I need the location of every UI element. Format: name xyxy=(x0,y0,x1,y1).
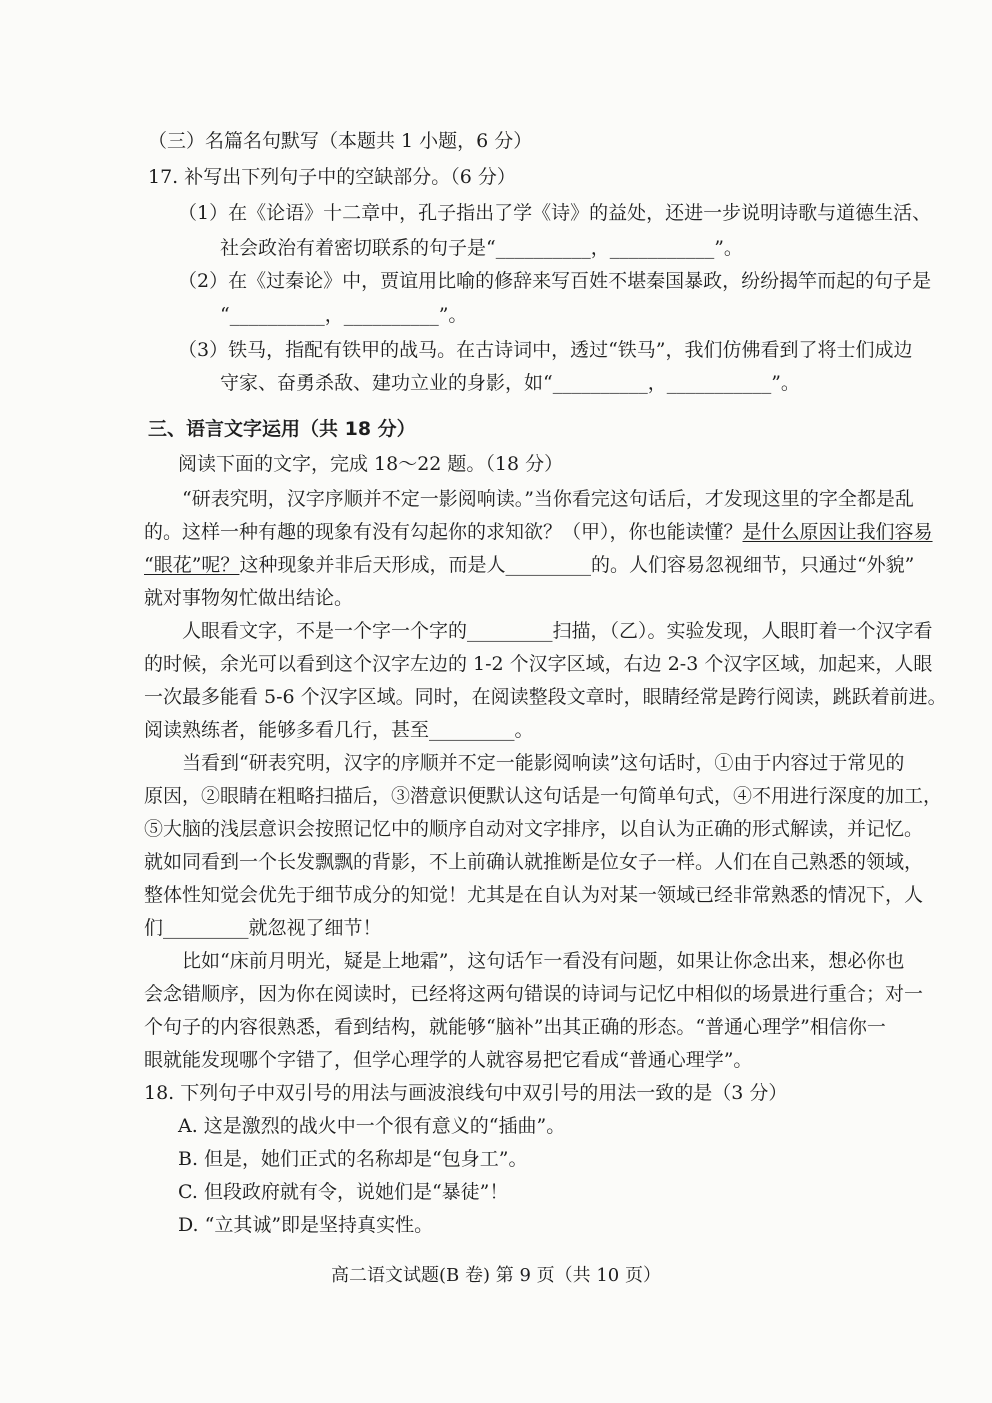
passage-p1-line3 xyxy=(144,552,914,578)
passage-p1-line2 xyxy=(144,519,933,545)
passage-p3-line5: 整体性知觉会优先于细节成分的知觉！尤其是在自认为对某一领域已经非常熟悉的情况下，人 xyxy=(144,884,924,906)
q17-item1-line2: 社会政治有着密切联系的句子是“__________，___________”。 xyxy=(220,237,743,259)
part3-heading: 三、语言文字运用（共 18 分） xyxy=(148,418,416,440)
passage-p1-line1: “研表究明，汉字序顺并不定一影阅响读。”当你看完这句话后，才发现这里的字全都是乱 xyxy=(182,488,914,510)
wavy-underlined-sentence-part2: “眼花”呢？ xyxy=(144,554,240,576)
q18-option-c: C. 但段政府就有令，说她们是“暴徒”！ xyxy=(178,1181,509,1203)
q17-stem: 17. 补写出下列句子中的空缺部分。（6 分） xyxy=(148,166,516,188)
passage-p3-line2: 原因，②眼睛在粗略扫描后，③潜意识便默认这句话是一句简单句式，④不用进行深度的加工， xyxy=(144,785,943,807)
passage-p1-line2-text: 的。这样一种有趣的现象有没有勾起你的求知欲？（甲），你也能读懂？ xyxy=(144,521,743,543)
q18-stem: 18. 下列句子中双引号的用法与画波浪线句中双引号的用法一致的是（3 分） xyxy=(144,1082,788,1104)
passage-p4-line1: 比如“床前月明光，疑是上地霜”，这句话乍一看没有问题，如果让你念出来，想必你也 xyxy=(182,950,905,972)
passage-p4-line4: 眼就能发现哪个字错了，但学心理学的人就容易把它看成“普通心理学”。 xyxy=(144,1049,753,1071)
passage-p3-line6: 们_________就忽视了细节！ xyxy=(144,917,382,939)
q17-item2-line2: “__________，__________”。 xyxy=(220,304,468,326)
passage-p3-line1: 当看到“研表究明，汉字的序顺并不定一能影阅响读”这句话时，①由于内容过于常见的 xyxy=(182,752,905,774)
q17-item2-line1: （2）在《过秦论》中，贾谊用比喻的修辞来写百姓不堪秦国暴政，纷纷揭竿而起的句子是 xyxy=(178,270,932,292)
passage-p1-line4: 就对事物匆忙做出结论。 xyxy=(144,587,354,609)
passage-p2-line4: 阅读熟练者，能够多看几行，甚至_________。 xyxy=(144,719,534,741)
q17-item1-line1: （1）在《论语》十二章中，孔子指出了学《诗》的益处，还进一步说明诗歌与道德生活、 xyxy=(178,202,932,224)
passage-p3-line3: ⑤大脑的浅层意识会按照记忆中的顺序自动对文字排序，以自认为正确的形式解读，并记忆。 xyxy=(144,818,924,840)
q18-option-a: A. 这是激烈的战火中一个很有意义的“插曲”。 xyxy=(178,1115,566,1137)
q17-item3-line1: （3）铁马，指配有铁甲的战马。在古诗词中，透过“铁马”，我们仿佛看到了将士们成边 xyxy=(178,339,913,361)
q18-option-b: B. 但是，她们正式的名称却是“包身工”。 xyxy=(178,1148,528,1170)
q18-option-d: D. “立其诚”即是坚持真实性。 xyxy=(178,1214,434,1236)
section3-heading: （三）名篇名句默写（本题共 1 小题，6 分） xyxy=(148,130,533,152)
passage-p2-line2: 的时候，余光可以看到这个汉字左边的 1-2 个汉字区域，右边 2-3 个汉字区域，加起来，人眼 xyxy=(144,653,933,675)
passage-p2-line3: 一次最多能看 5-6 个汉字区域。同时，在阅读整段文章时，眼睛经常是跨行阅读，跳跃着前进。 xyxy=(144,686,947,708)
reading-intro: 阅读下面的文字，完成 18～22 题。（18 分） xyxy=(178,453,564,475)
passage-p4-line2: 会念错顺序，因为你在阅读时，已经将这两句错误的诗词与记忆中相似的场景进行重合；对一 xyxy=(144,983,924,1005)
wavy-underlined-sentence-part1: 是什么原因让我们容易 xyxy=(742,521,933,543)
passage-p3-line4: 就如同看到一个长发飘飘的背影，不上前确认就推断是位女子一样。人们在自己熟悉的领域， xyxy=(144,851,924,873)
q17-item3-line2: 守家、奋勇杀敌、建功立业的身影，如“__________，___________”。 xyxy=(220,372,800,394)
passage-p1-line3-text: 这种现象并非后天形成，而是人_________的。人们容易忽视细节，只通过“外貌” xyxy=(239,554,915,576)
passage-p2-line1: 人眼看文字，不是一个字一个字的_________扫描，（乙）。实验发现，人眼盯着一个汉字看 xyxy=(182,620,933,642)
page-footer: 高二语文试题(B 卷) 第 9 页（共 10 页） xyxy=(331,1265,661,1286)
passage-p4-line3: 个句子的内容很熟悉，看到结构，就能够“脑补”出其正确的形态。“普通心理学”相信你一 xyxy=(144,1016,886,1038)
